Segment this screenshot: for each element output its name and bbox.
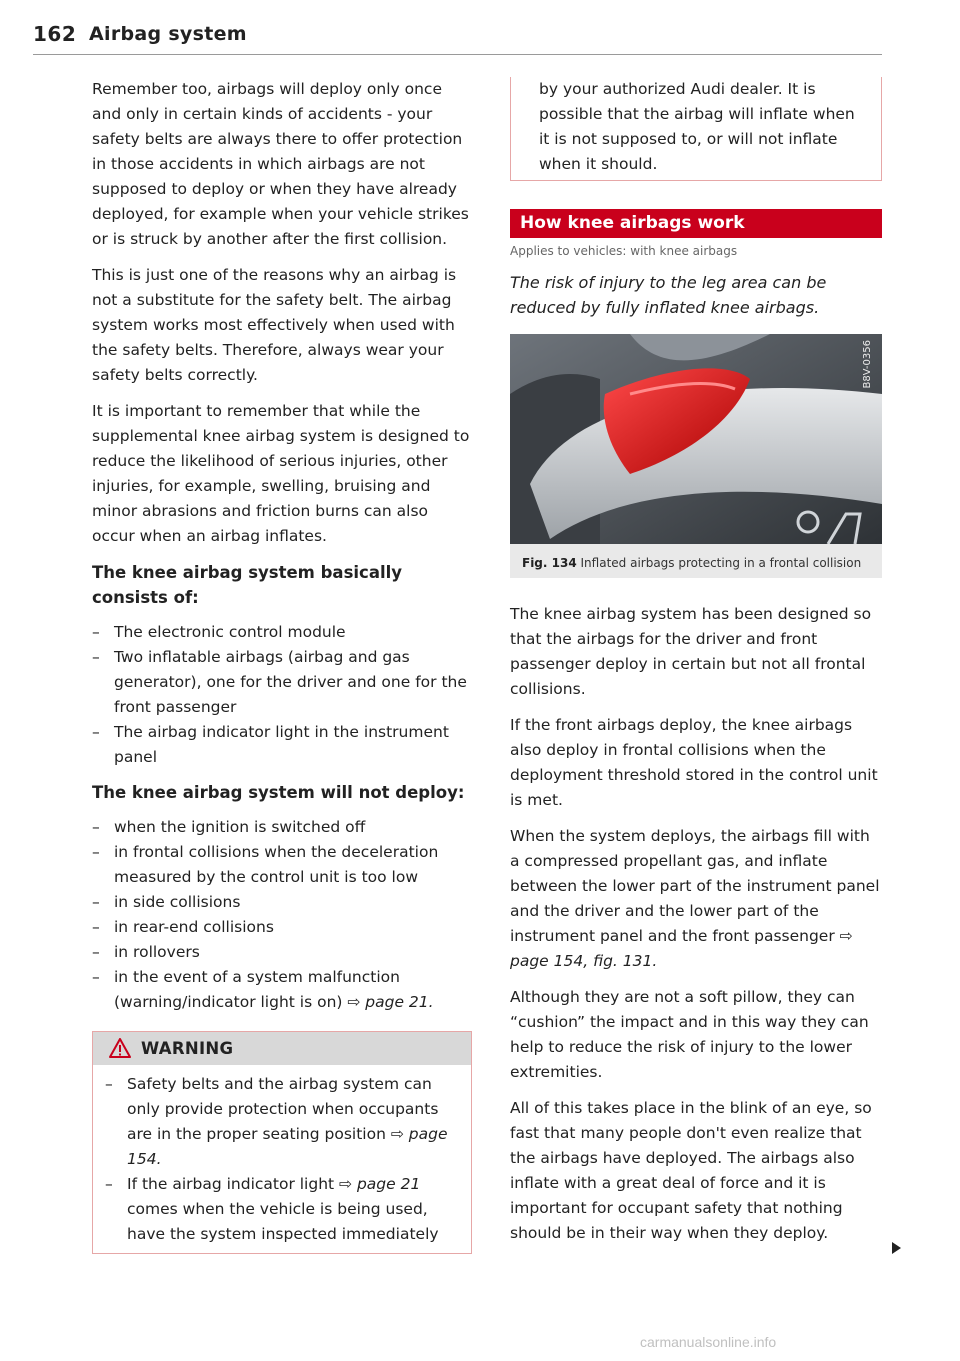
section-heading-bar: How knee airbags work [510, 209, 882, 238]
warning-triangle-icon [109, 1038, 131, 1066]
figure-caption-text: Inflated airbags protecting in a frontal collision [580, 556, 862, 570]
applies-to-note: Applies to vehicles: with knee airbags [510, 244, 738, 258]
list-item: – in frontal collisions when the deceleration measured by the control unit is too low [92, 840, 472, 890]
figure-label: Fig. 134 [522, 556, 577, 570]
warning-header [93, 1032, 471, 1065]
figure-code: B8V-0356 [862, 340, 873, 389]
knee-airbag-figure [510, 334, 882, 544]
page-reference-link[interactable]: ⇨ page 21 [339, 1175, 421, 1193]
paragraph: It is important to remember that while the supplemental knee airbag system is designed to reduce the likelihood of serious injuries, other injuries, for example, swelling, bruising and minor abrasions and friction burns can also occur when an airbag inflates. [92, 402, 470, 545]
paragraph: If the front airbags deploy, the knee airbags also deploy in frontal collisions when the deployment threshold stored in the control unit is met. [510, 716, 878, 809]
list-item: – Two inflatable airbags (airbag and gas generator), one for the driver and one for the front passenger [92, 645, 472, 720]
list-item [92, 965, 472, 1015]
paragraph: Although they are not a soft pillow, they can “cushion” the impact and in this way they can help to reduce the risk of injury to the lower extremities. [510, 988, 869, 1081]
paragraph-text: When the system deploys, the airbags fill with a compressed propellant gas, and inflate between the lower part of the instrument panel and the driver and the lower part of the instrument panel and the front passenger [510, 827, 880, 945]
warning-item [105, 1072, 459, 1172]
warning-item-text: Safety belts and the airbag system can only provide protection when occupants are in the proper seating position [127, 1075, 439, 1143]
list-item: – in rollovers [92, 940, 472, 965]
warning-box [92, 1031, 472, 1254]
figure-caption [510, 544, 882, 578]
warning-continuation [510, 77, 882, 181]
list-item: – when the ignition is switched off [92, 815, 472, 840]
page-reference-link[interactable]: ⇨ page 154, fig. 131. [510, 927, 853, 970]
list-item-text: in the event of a system malfunction (warning/indicator light is on) [114, 968, 400, 1011]
subheading-will-not-deploy: The knee airbag system will not deploy: [92, 783, 465, 802]
paragraph: This is just one of the reasons why an airbag is not a substitute for the safety belt. The airbag system works most effectively when used with the safety belts. Therefore, always wear your safety belts correctly. [92, 266, 457, 384]
paragraph: The knee airbag system has been designed so that the airbags for the driver and front passenger deploy in certain but not all frontal collisions. [510, 605, 872, 698]
section-title: Airbag system [89, 23, 247, 45]
paragraph: Remember too, airbags will deploy only once and only in certain kinds of accidents - your safety belts are always there to offer protection in those accidents in which airbags are not supposed to deploy or when they have already deployed, for example when your vehicle strikes or is struck by another after the first collision. [92, 80, 469, 248]
warning-title: WARNING [141, 1039, 234, 1058]
page-header [33, 22, 882, 55]
page-number: 162 [33, 22, 77, 46]
right-column [510, 77, 882, 1257]
paragraph: All of this takes place in the blink of an eye, so fast that many people don't even realize that the airbags have deployed. The airbags also inflate with a great deal of force and it is important for occupant safety that nothing should be in their way when they deploy. [510, 1099, 872, 1242]
warning-list [105, 1072, 459, 1247]
page-reference-link[interactable]: ⇨ page 21. [347, 993, 434, 1011]
intro-text: The risk of injury to the leg area can be reduced by fully inflated knee airbags. [510, 273, 827, 317]
warning-body [93, 1065, 471, 1253]
warning-item-text: If the airbag indicator light [127, 1175, 335, 1193]
list-item: – The airbag indicator light in the instrument panel [92, 720, 472, 770]
not-deploy-list [92, 815, 472, 1015]
list-item: – The electronic control module [92, 620, 472, 645]
knee-airbag-illustration [510, 334, 882, 544]
list-item: – in side collisions [92, 890, 472, 915]
warning-item [105, 1172, 459, 1247]
components-list [92, 620, 472, 770]
left-column [92, 77, 472, 1254]
paragraph [510, 824, 882, 974]
continue-arrow-icon [892, 1242, 901, 1254]
list-item: – in rear-end collisions [92, 915, 472, 940]
warning-continuation-text: by your authorized Audi dealer. It is possible that the airbag will inflate when it is not supposed to, or will not inflate when it should. [539, 80, 855, 173]
page-reference-link[interactable]: ⇨ page 154. [127, 1125, 448, 1168]
subheading-consists-of: The knee airbag system basically consists of: [92, 563, 403, 607]
warning-item-text: comes when the vehicle is being used, have the system inspected immediately [127, 1200, 439, 1243]
watermark: carmanualsonline.info [640, 1334, 777, 1350]
